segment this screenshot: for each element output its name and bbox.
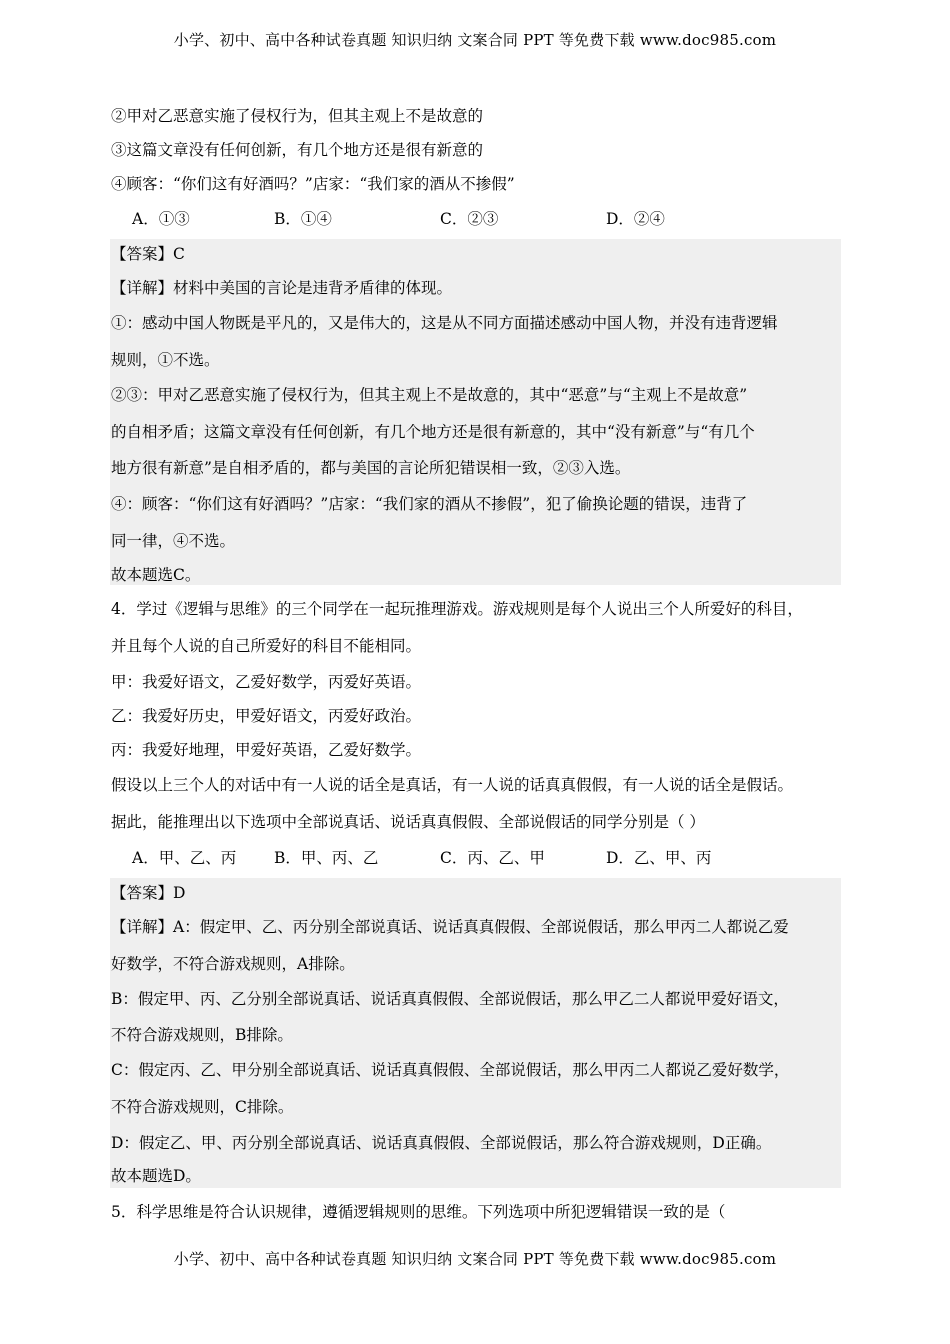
q3-explain-line: 规则，①不选。 <box>111 351 220 369</box>
q3-explain-line: ④：顾客：“你们这有好酒吗？”店家：“我们家的酒从不掺假”，犯了偷换论题的错误，违背了 <box>111 495 748 513</box>
q5-stem: 5．科学思维是符合认识规律，遵循逻辑规则的思维。下列选项中所犯逻辑错误一致的是（ <box>111 1203 726 1221</box>
q4-stem-line: 甲：我爱好语文，乙爱好数学，丙爱好英语。 <box>111 673 422 691</box>
q4-stem-line: 乙：我爱好历史，甲爱好语文，丙爱好政治。 <box>111 707 422 725</box>
q3-explain-line: 同一律，④不选。 <box>111 532 236 550</box>
page-header: 小学、初中、高中各种试卷真题 知识归纳 文案合同 PPT 等免费下载 www.doc985.com <box>173 31 777 49</box>
q4-explain-line: D：假定乙、甲、丙分别全部说真话、说话真真假假、全部说假话，那么符合游戏规则，D正确。 <box>111 1134 772 1152</box>
q3-item-3: ③这篇文章没有任何创新，有几个地方还是很有新意的 <box>111 141 484 159</box>
q4-option-b: B．甲、丙、乙 <box>274 849 379 867</box>
q3-option-c: C．②③ <box>440 210 499 228</box>
q4-explain-line: 好数学，不符合游戏规则，A排除。 <box>111 955 355 973</box>
q4-explain-line: 不符合游戏规则，B排除。 <box>111 1026 293 1044</box>
q3-answer: 【答案】C <box>111 245 185 263</box>
q4-stem-line: 4．学过《逻辑与思维》的三个同学在一起玩推理游戏。游戏规则是每个人说出三个人所爱好的科目， <box>111 600 803 618</box>
q4-stem-line: 假设以上三个人的对话中有一人说的话全是真话，有一人说的话真真假假，有一人说的话全是假话。 <box>111 776 794 794</box>
q4-explain-line: 【详解】A：假定甲、乙、丙分别全部说真话、说话真真假假、全部说假话，那么甲丙二人都说乙爱 <box>111 918 789 936</box>
q3-option-d: D．②④ <box>606 210 665 228</box>
q3-explain-line: 故本题选C。 <box>111 566 201 584</box>
q3-explain-line: 地方很有新意”是自相矛盾的，都与美国的言论所犯错误相一致，②③入选。 <box>111 459 631 477</box>
q3-explain-line: ①：感动中国人物既是平凡的，又是伟大的，这是从不同方面描述感动中国人物，并没有违背逻辑 <box>111 314 778 332</box>
q3-item-4: ④顾客：“你们这有好酒吗？”店家：“我们家的酒从不掺假” <box>111 175 515 193</box>
q3-explain-line: ②③：甲对乙恶意实施了侵权行为，但其主观上不是故意的，其中“恶意”与“主观上不是故意” <box>111 386 748 404</box>
q3-item-2: ②甲对乙恶意实施了侵权行为，但其主观上不是故意的 <box>111 107 484 125</box>
q4-explain-line: B：假定甲、丙、乙分别全部说真话、说话真真假假、全部说假话，那么甲乙二人都说甲爱好语文， <box>111 990 789 1008</box>
q4-stem-line: 据此，能推理出以下选项中全部说真话、说话真真假假、全部说假话的同学分别是（ ） <box>111 813 705 831</box>
q4-stem-line: 并且每个人说的自己所爱好的科目不能相同。 <box>111 637 422 655</box>
q3-option-b: B．①④ <box>274 210 332 228</box>
q4-stem-line: 丙：我爱好地理，甲爱好英语，乙爱好数学。 <box>111 741 422 759</box>
q4-explain-line: 故本题选D。 <box>111 1167 201 1185</box>
q3-explain-line: 【详解】材料中美国的言论是违背矛盾律的体现。 <box>111 279 453 297</box>
q4-answer: 【答案】D <box>111 884 186 902</box>
page-footer: 小学、初中、高中各种试卷真题 知识归纳 文案合同 PPT 等免费下载 www.doc985.com <box>173 1250 777 1268</box>
q4-option-c: C．丙、乙、甲 <box>440 849 545 867</box>
q4-option-a: A．甲、乙、丙 <box>132 849 237 867</box>
q4-option-d: D．乙、甲、丙 <box>606 849 712 867</box>
q3-explain-line: 的自相矛盾；这篇文章没有任何创新，有几个地方还是很有新意的，其中“没有新意”与“有几个 <box>111 423 755 441</box>
q4-explain-line: 不符合游戏规则，C排除。 <box>111 1098 294 1116</box>
q4-explain-line: C：假定丙、乙、甲分别全部说真话、说话真真假假、全部说假话，那么甲丙二人都说乙爱好数学， <box>111 1061 790 1079</box>
q3-option-a: A．①③ <box>132 210 190 228</box>
